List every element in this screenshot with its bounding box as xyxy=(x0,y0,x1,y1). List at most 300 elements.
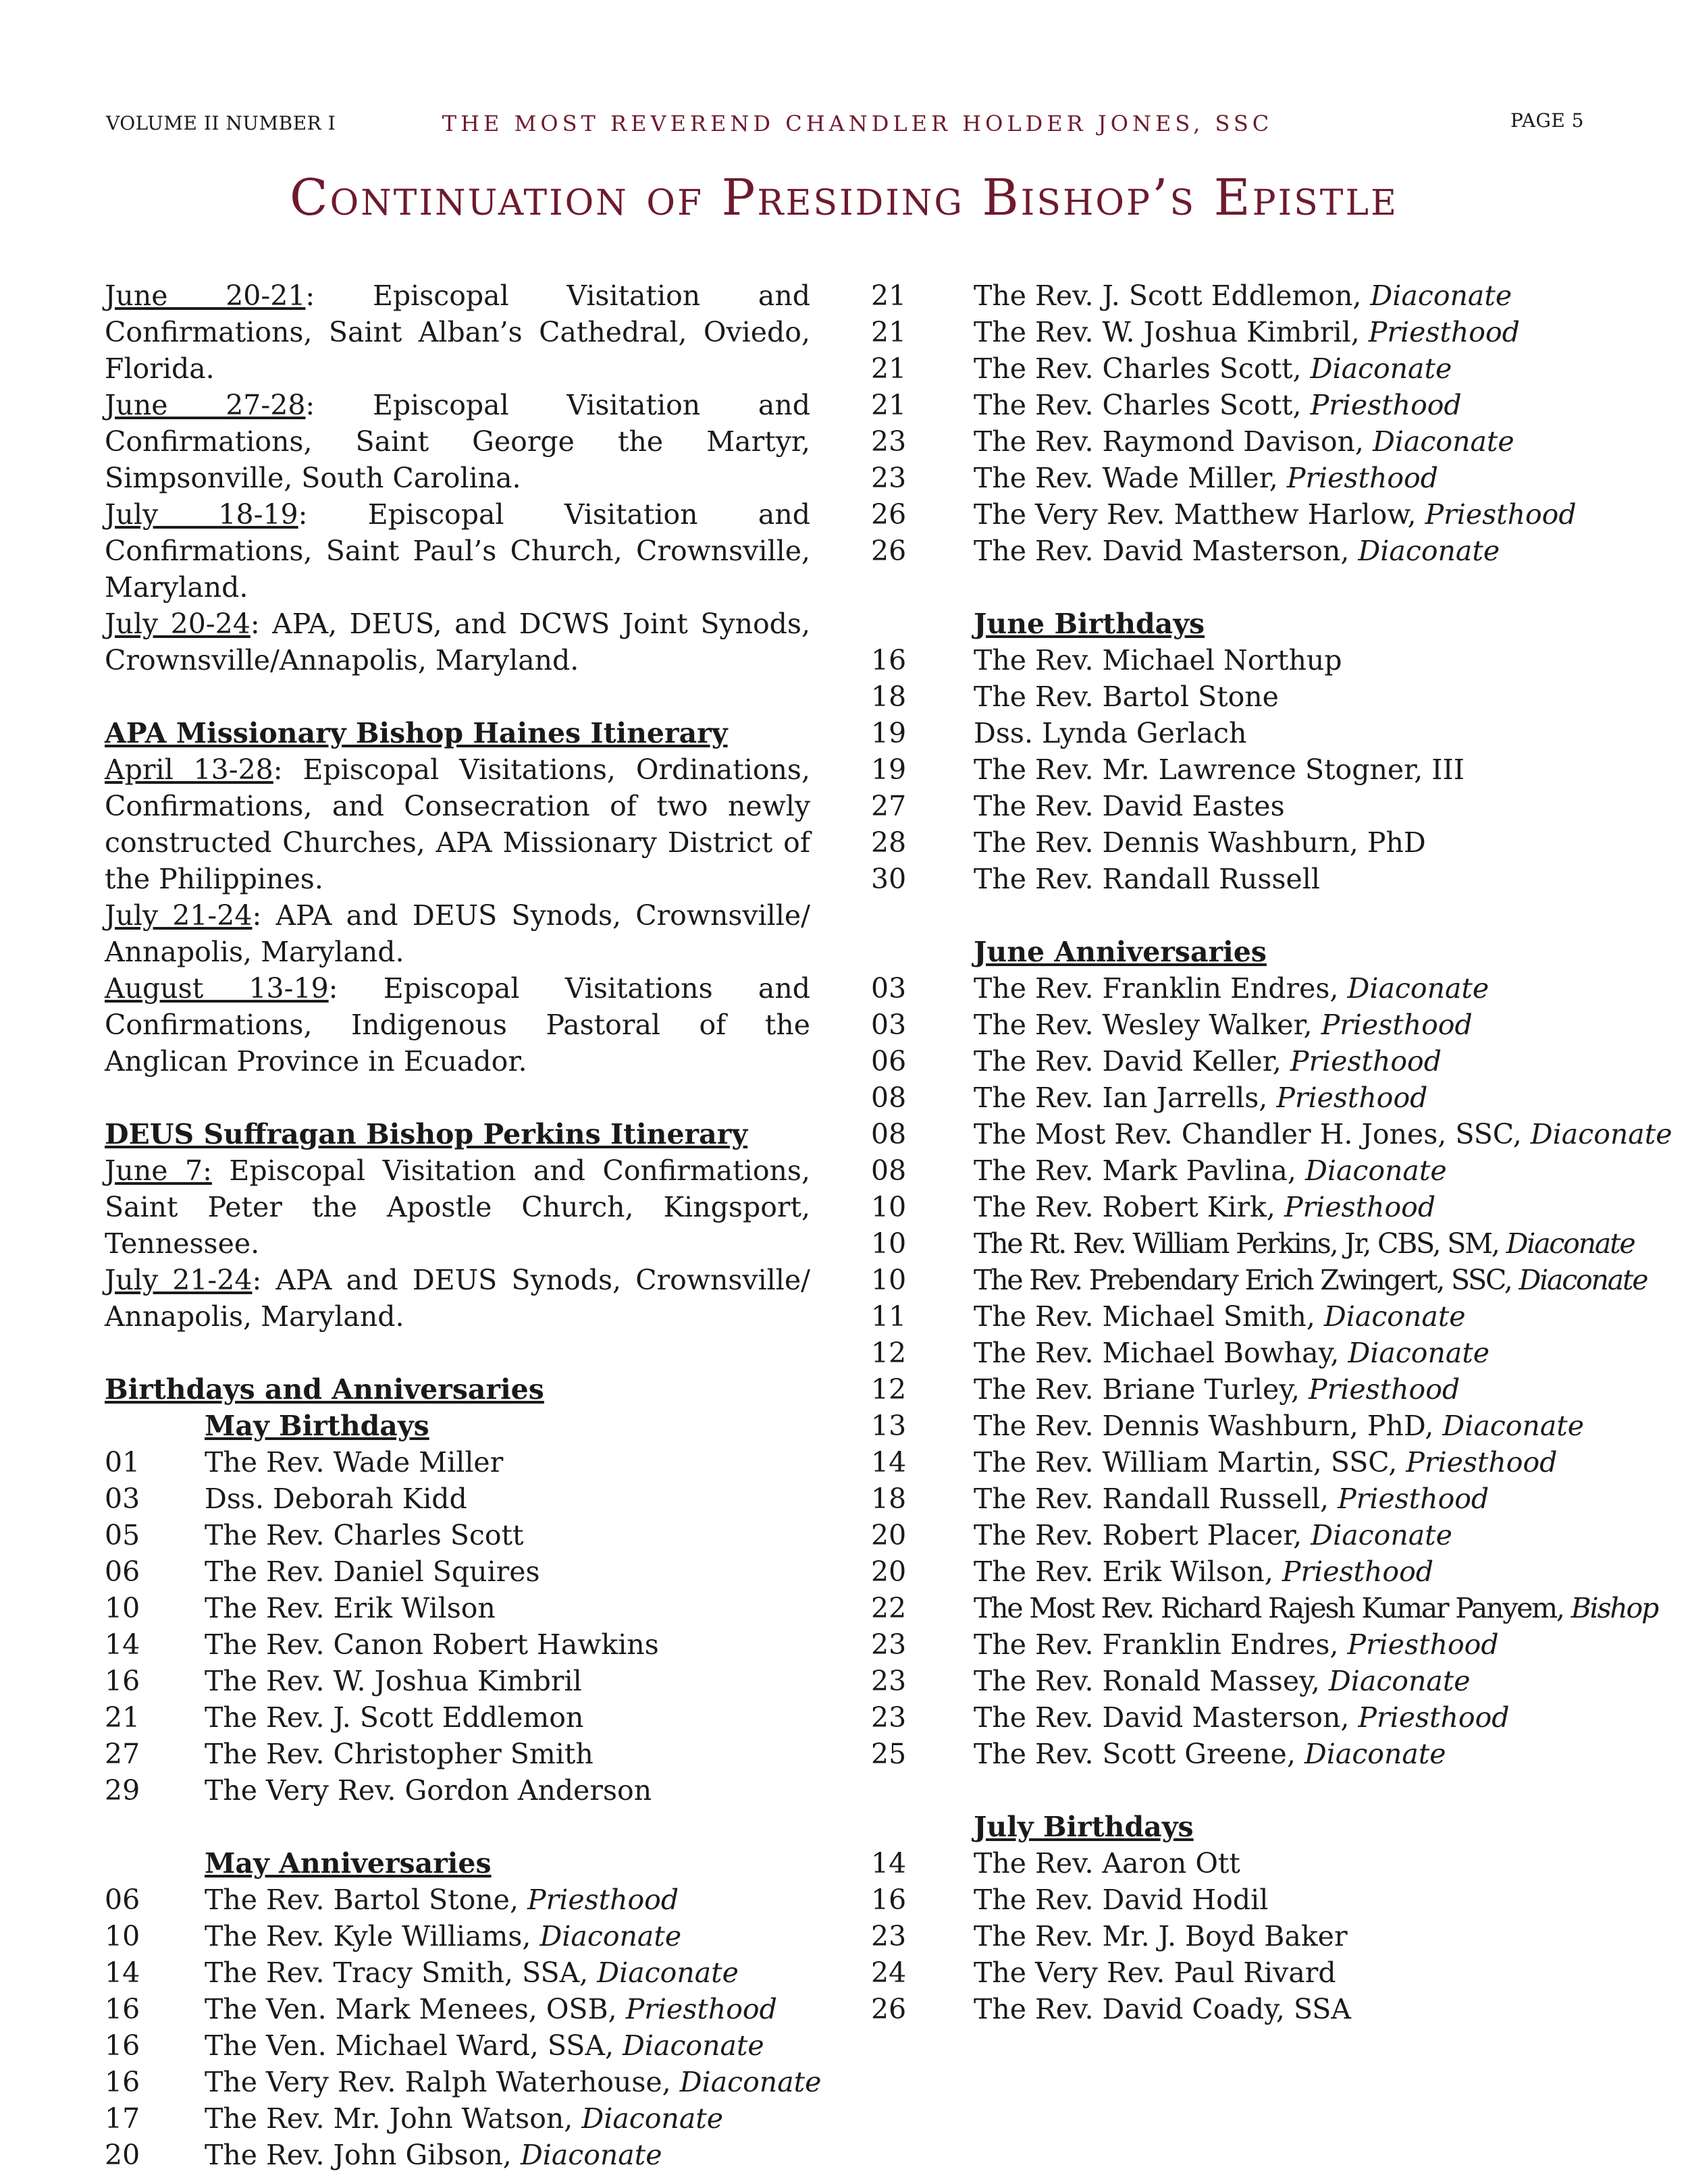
list-item xyxy=(105,2027,810,2064)
item-name xyxy=(205,1517,524,1553)
ordination-type: Diaconate xyxy=(520,2139,662,2171)
person-name: The Rev. Mr. John Watson, xyxy=(205,2102,582,2135)
jones-itinerary xyxy=(105,277,810,678)
entry-date: June 20-21 xyxy=(105,279,306,312)
list-item xyxy=(871,1918,1654,1954)
july-birthdays-list xyxy=(871,1845,1654,2027)
item-day: 23 xyxy=(871,1665,907,1697)
item-name xyxy=(974,751,1465,788)
item-day: 22 xyxy=(871,1592,907,1624)
item-name xyxy=(974,496,1577,533)
ordination-type: Priesthood xyxy=(1338,1483,1489,1515)
may-anniversaries-list xyxy=(105,1882,822,2173)
person-name: The Rev. Charles Scott xyxy=(205,1519,524,1551)
person-name: The Rev. Scott Greene, xyxy=(974,1738,1304,1770)
person-name: The Rev. Franklin Endres, xyxy=(974,1628,1348,1661)
item-day: 19 xyxy=(871,753,907,786)
list-item xyxy=(871,533,1654,569)
item-name xyxy=(974,1116,1672,1152)
item-day: 23 xyxy=(871,1701,907,1734)
list-item xyxy=(871,1845,1654,1882)
item-day: 28 xyxy=(871,826,907,859)
item-name xyxy=(205,1772,652,1809)
item-day: 23 xyxy=(871,1628,907,1661)
item-name xyxy=(205,1590,496,1626)
list-item xyxy=(105,1991,810,2027)
item-day: 17 xyxy=(105,2102,140,2135)
item-day: 26 xyxy=(871,1993,907,2025)
list-item xyxy=(105,1772,810,1809)
item-day: 25 xyxy=(871,1738,907,1770)
item-name xyxy=(205,1954,739,1991)
list-item xyxy=(871,1882,1654,1918)
perkins-itinerary-heading: DEUS Suffragan Bishop Perkins Itinerary xyxy=(105,1118,748,1150)
ordination-type: Priesthood xyxy=(625,1993,777,2025)
person-name: The Rev. Prebendary Erich Zwingert, SSC, xyxy=(974,1264,1519,1296)
ordination-type: Priesthood xyxy=(1286,462,1438,494)
item-day: 08 xyxy=(871,1118,907,1150)
list-item xyxy=(105,1481,810,1517)
item-day: 03 xyxy=(871,972,907,1005)
person-name: The Very Rev. Matthew Harlow, xyxy=(974,498,1425,531)
item-day: 26 xyxy=(871,498,907,531)
ordination-type: Priesthood xyxy=(1309,1373,1460,1406)
person-name: The Most Rev. Chandler H. Jones, SSC, xyxy=(974,1118,1531,1150)
list-item xyxy=(105,1663,810,1699)
may-anniversaries-heading: May Anniversaries xyxy=(205,1847,492,1880)
item-name xyxy=(974,1991,1351,2027)
list-item xyxy=(871,861,1654,897)
item-name xyxy=(974,1225,1634,1262)
person-name: The Ven. Michael Ward, SSA, xyxy=(205,2029,623,2062)
item-name xyxy=(974,678,1279,715)
list-item xyxy=(871,1371,1654,1408)
entry-date: June 7: xyxy=(105,1154,212,1187)
list-item xyxy=(871,1991,1654,2027)
item-name xyxy=(974,1335,1489,1371)
item-day: 16 xyxy=(105,2066,140,2098)
item-name xyxy=(974,533,1500,569)
person-name: The Most Rev. Richard Rajesh Kumar Panyem, xyxy=(974,1592,1571,1624)
item-name xyxy=(974,1882,1268,1918)
perkins-itinerary xyxy=(105,1152,810,1335)
person-name: The Rev. David Eastes xyxy=(974,790,1285,822)
may-anniversaries-continued xyxy=(871,277,1654,569)
item-day: 20 xyxy=(871,1555,907,1588)
entry-date: April 13-28 xyxy=(105,753,273,786)
person-name: The Rev. W. Joshua Kimbril, xyxy=(974,316,1369,348)
june-birthdays-heading: June Birthdays xyxy=(974,608,1205,640)
item-day: 10 xyxy=(105,1920,140,1952)
item-day: 23 xyxy=(871,425,907,458)
list-item xyxy=(871,1444,1654,1481)
person-name: The Rev. Raymond Davison, xyxy=(974,425,1373,458)
item-name xyxy=(974,460,1438,496)
person-name: The Rev. David Masterson, xyxy=(974,1701,1359,1734)
ordination-type: Diaconate xyxy=(581,2102,724,2135)
item-day: 13 xyxy=(871,1410,907,1442)
person-name: The Rev. J. Scott Eddlemon, xyxy=(974,279,1371,312)
item-day: 20 xyxy=(105,2139,140,2171)
item-day: 08 xyxy=(871,1082,907,1114)
person-name: The Rev. Erik Wilson, xyxy=(974,1555,1282,1588)
right-column xyxy=(871,277,1672,2027)
list-item xyxy=(871,1225,1654,1262)
item-day: 20 xyxy=(871,1519,907,1551)
item-name xyxy=(974,642,1342,678)
item-day: 21 xyxy=(105,1701,140,1734)
item-day: 16 xyxy=(105,1993,140,2025)
volume-label: VOLUME II NUMBER I xyxy=(106,112,336,134)
entry-text: : Episcopal Visitations, Ordinations, Confirmations, and Consecration of two newly constructed Churches, APA Missionary District of the Philippines. xyxy=(105,753,810,895)
list-item xyxy=(871,1043,1654,1080)
list-item xyxy=(871,314,1654,350)
list-item xyxy=(105,1590,810,1626)
person-name: The Rev. Robert Kirk, xyxy=(974,1191,1284,1223)
item-name xyxy=(205,1444,503,1481)
person-name: The Rev. Tracy Smith, SSA, xyxy=(205,1956,598,1989)
itinerary-entry xyxy=(105,897,810,970)
item-name xyxy=(974,1189,1435,1225)
june-anniversaries-heading: June Anniversaries xyxy=(974,936,1267,968)
item-name xyxy=(974,1626,1499,1663)
item-day: 03 xyxy=(105,1483,140,1515)
list-item xyxy=(871,678,1654,715)
list-item xyxy=(871,1298,1654,1335)
list-item xyxy=(871,1736,1654,1772)
entry-text: Episcopal Visitation and Confirmations, Saint Peter the Apostle Church, Kingsport, Tennessee. xyxy=(105,1154,810,1260)
item-day: 16 xyxy=(871,644,907,676)
item-day: 14 xyxy=(105,1628,140,1661)
item-day: 16 xyxy=(871,1884,907,1916)
list-item xyxy=(871,824,1654,861)
may-birthdays-list xyxy=(105,1444,810,1809)
itinerary-entry xyxy=(105,751,810,897)
itinerary-entry xyxy=(105,606,810,678)
item-day: 10 xyxy=(871,1191,907,1223)
person-name: The Ven. Mark Menees, OSB, xyxy=(205,1993,626,2025)
ordination-type: Diaconate xyxy=(597,1956,739,1989)
item-day: 16 xyxy=(105,1665,140,1697)
item-name xyxy=(205,2064,821,2100)
person-name: The Rev. Charles Scott, xyxy=(974,389,1311,421)
ordination-type: Diaconate xyxy=(1442,1410,1585,1442)
person-name: The Very Rev. Ralph Waterhouse, xyxy=(205,2066,680,2098)
haines-itinerary-heading: APA Missionary Bishop Haines Itinerary xyxy=(105,717,728,749)
entry-text: : Episcopal Visitation and Confirmations, Saint George the Martyr, Simpsonville, South Carolina. xyxy=(105,389,810,494)
person-name: The Rt. Rev. William Perkins, Jr, CBS, SM, xyxy=(974,1227,1506,1260)
item-day: 10 xyxy=(871,1264,907,1296)
running-header: THE MOST REVEREND CHANDLER HOLDER JONES, SSC xyxy=(442,111,1273,136)
person-name: The Rev. Kyle Williams, xyxy=(205,1920,540,1952)
item-day: 14 xyxy=(871,1847,907,1880)
list-item xyxy=(871,1262,1654,1298)
item-name xyxy=(974,788,1285,824)
person-name: The Rev. Michael Bowhay, xyxy=(974,1337,1348,1369)
ordination-type: Diaconate xyxy=(1304,1738,1446,1770)
item-name xyxy=(974,1663,1471,1699)
item-day: 14 xyxy=(871,1446,907,1479)
person-name: The Rev. David Hodil xyxy=(974,1884,1269,1916)
entry-date: July 21-24 xyxy=(105,899,253,932)
ordination-type: Priesthood xyxy=(1276,1082,1428,1114)
item-name xyxy=(974,1371,1460,1408)
itinerary-entry xyxy=(105,1262,810,1335)
item-name xyxy=(974,350,1452,387)
list-item xyxy=(871,1007,1654,1043)
person-name: The Rev. Bartol Stone, xyxy=(205,1884,528,1916)
person-name: The Rev. Charles Scott, xyxy=(974,352,1311,385)
person-name: The Rev. Ronald Massey, xyxy=(974,1665,1329,1697)
person-name: The Rev. Dennis Washburn, PhD, xyxy=(974,1410,1443,1442)
list-item xyxy=(871,642,1654,678)
item-name xyxy=(974,1736,1446,1772)
item-name xyxy=(205,2027,764,2064)
item-name xyxy=(974,1298,1466,1335)
entry-date: July 18-19 xyxy=(105,498,298,531)
list-item xyxy=(105,1626,810,1663)
itinerary-entry xyxy=(105,387,810,496)
list-item xyxy=(871,1663,1654,1699)
person-name: The Rev. Franklin Endres, xyxy=(974,972,1348,1005)
ordination-type: Priesthood xyxy=(1284,1191,1436,1223)
item-name xyxy=(205,1882,679,1918)
list-item xyxy=(871,1116,1672,1152)
person-name: The Very Rev. Paul Rivard xyxy=(974,1956,1336,1989)
item-name xyxy=(974,1517,1452,1553)
list-item xyxy=(871,460,1654,496)
list-item xyxy=(105,1517,810,1553)
item-name xyxy=(205,2100,723,2137)
item-day: 06 xyxy=(105,1555,140,1588)
list-item xyxy=(871,751,1654,788)
person-name: The Rev. Erik Wilson xyxy=(205,1592,496,1624)
item-day: 21 xyxy=(871,352,907,385)
item-name xyxy=(974,1918,1348,1954)
page-title: Continuation of Presiding Bishop’s Epistle xyxy=(290,169,1398,227)
item-name xyxy=(974,277,1512,314)
entry-date: August 13-19 xyxy=(105,972,329,1005)
entry-date: July 20-24 xyxy=(105,608,250,640)
person-name: The Rev. Ian Jarrells, xyxy=(974,1082,1277,1114)
item-day: 26 xyxy=(871,535,907,567)
item-day: 16 xyxy=(105,2029,140,2062)
list-item xyxy=(871,970,1654,1007)
item-day: 30 xyxy=(871,863,907,895)
itinerary-entry xyxy=(105,1152,810,1262)
ordination-type: Diaconate xyxy=(1347,972,1489,1005)
list-item xyxy=(871,715,1654,751)
item-day: 10 xyxy=(871,1227,907,1260)
item-day: 24 xyxy=(871,1956,907,1989)
july-birthdays-heading: July Birthdays xyxy=(974,1811,1194,1843)
itinerary-entry xyxy=(105,277,810,387)
item-name xyxy=(205,1481,467,1517)
june-birthdays-list xyxy=(871,642,1654,897)
person-name: The Rev. Briane Turley, xyxy=(974,1373,1309,1406)
item-name xyxy=(974,387,1462,423)
item-day: 06 xyxy=(105,1884,140,1916)
item-name xyxy=(974,1553,1433,1590)
person-name: The Rev. John Gibson, xyxy=(205,2139,521,2171)
list-item xyxy=(871,1152,1654,1189)
item-name xyxy=(974,1954,1336,1991)
person-name: The Rev. David Masterson, xyxy=(974,535,1359,567)
item-name xyxy=(205,1699,583,1736)
item-name xyxy=(974,1444,1557,1481)
person-name: The Rev. Daniel Squires xyxy=(205,1555,540,1588)
ordination-type: Priesthood xyxy=(1321,1009,1473,1041)
list-item xyxy=(105,2137,810,2173)
ordination-type: Priesthood xyxy=(527,1884,679,1916)
item-name xyxy=(205,1553,540,1590)
entry-text: : APA and DEUS Synods, Crownsville/ Annapolis, Maryland. xyxy=(105,899,810,968)
item-day: 12 xyxy=(871,1373,907,1406)
ordination-type: Priesthood xyxy=(1310,389,1462,421)
item-day: 06 xyxy=(871,1045,907,1077)
list-item xyxy=(871,1335,1654,1371)
ordination-type: Priesthood xyxy=(1425,498,1577,531)
item-name xyxy=(974,1590,1658,1626)
list-item xyxy=(871,1553,1654,1590)
person-name: The Rev. Michael Northup xyxy=(974,644,1342,676)
item-day: 03 xyxy=(871,1009,907,1041)
person-name: The Rev. Canon Robert Hawkins xyxy=(205,1628,659,1661)
list-item xyxy=(105,2100,810,2137)
person-name: The Very Rev. Gordon Anderson xyxy=(205,1774,652,1807)
list-item xyxy=(871,496,1654,533)
list-item xyxy=(871,1590,1658,1626)
item-name xyxy=(974,824,1426,861)
entry-date: July 21-24 xyxy=(105,1264,253,1296)
list-item xyxy=(105,1553,810,1590)
ordination-type: Priesthood xyxy=(1406,1446,1558,1479)
ordination-type: Diaconate xyxy=(1348,1337,1490,1369)
june-anniversaries-list xyxy=(871,970,1672,1772)
item-name xyxy=(974,1699,1510,1736)
ordination-type: Bishop xyxy=(1571,1592,1658,1624)
person-name: The Rev. Dennis Washburn, PhD xyxy=(974,826,1426,859)
item-name xyxy=(974,1481,1489,1517)
person-name: The Rev. Robert Placer, xyxy=(974,1519,1311,1551)
item-day: 11 xyxy=(871,1300,907,1333)
person-name: Dss. Lynda Gerlach xyxy=(974,717,1247,749)
person-name: The Rev. Randall Russell xyxy=(974,863,1321,895)
list-item xyxy=(105,1699,810,1736)
item-name xyxy=(205,1736,594,1772)
ordination-type: Diaconate xyxy=(539,1920,682,1952)
entry-text: : APA, DEUS, and DCWS Joint Synods, Crownsville/Annapolis, Maryland. xyxy=(105,608,810,676)
person-name: The Rev. Wade Miller xyxy=(205,1446,504,1479)
ordination-type: Diaconate xyxy=(1328,1665,1471,1697)
item-day: 12 xyxy=(871,1337,907,1369)
list-item xyxy=(871,1626,1654,1663)
list-item xyxy=(871,1189,1654,1225)
person-name: The Rev. Christopher Smith xyxy=(205,1738,594,1770)
ordination-type: Diaconate xyxy=(679,2066,822,2098)
item-name xyxy=(205,1626,659,1663)
person-name: The Rev. J. Scott Eddlemon xyxy=(205,1701,584,1734)
person-name: The Rev. Aaron Ott xyxy=(974,1847,1240,1880)
haines-itinerary xyxy=(105,751,810,1080)
person-name: The Rev. Michael Smith, xyxy=(974,1300,1324,1333)
item-name xyxy=(974,1152,1447,1189)
item-name xyxy=(205,1918,681,1954)
list-item xyxy=(105,1882,810,1918)
item-day: 23 xyxy=(871,1920,907,1952)
itinerary-entry xyxy=(105,970,810,1080)
ordination-type: Diaconate xyxy=(1304,1154,1447,1187)
list-item xyxy=(871,350,1654,387)
ordination-type: Diaconate xyxy=(1530,1118,1672,1150)
item-name xyxy=(974,314,1520,350)
itinerary-entry xyxy=(105,496,810,606)
item-day: 01 xyxy=(105,1446,140,1479)
list-item xyxy=(105,1918,810,1954)
ordination-type: Diaconate xyxy=(1519,1264,1647,1296)
may-birthdays-heading: May Birthdays xyxy=(205,1410,429,1442)
item-name xyxy=(205,1991,777,2027)
item-day: 05 xyxy=(105,1519,140,1551)
left-column xyxy=(105,277,822,2173)
person-name: The Rev. Wesley Walker, xyxy=(974,1009,1321,1041)
list-item xyxy=(871,1954,1654,1991)
ordination-type: Diaconate xyxy=(1373,425,1514,458)
list-item xyxy=(871,423,1654,460)
ordination-type: Priesthood xyxy=(1358,1701,1510,1734)
list-item xyxy=(871,1517,1654,1553)
person-name: The Rev. Mark Pavlina, xyxy=(974,1154,1305,1187)
ordination-type: Priesthood xyxy=(1368,316,1520,348)
entry-date: June 27-28 xyxy=(105,389,306,421)
item-name xyxy=(974,970,1489,1007)
item-day: 29 xyxy=(105,1774,140,1807)
person-name: The Rev. David Coady, SSA xyxy=(974,1993,1352,2025)
list-item xyxy=(871,788,1654,824)
person-name: The Rev. David Keller, xyxy=(974,1045,1290,1077)
item-name xyxy=(974,1043,1442,1080)
item-name xyxy=(974,1007,1473,1043)
item-day: 10 xyxy=(105,1592,140,1624)
entry-text: : Episcopal Visitation and Confirmations, Saint Alban’s Cathedral, Oviedo, Florida. xyxy=(105,279,810,385)
item-day: 21 xyxy=(871,316,907,348)
item-day: 27 xyxy=(105,1738,140,1770)
list-item xyxy=(105,1954,810,1991)
person-name: The Rev. Wade Miller, xyxy=(974,462,1287,494)
person-name: The Rev. Bartol Stone xyxy=(974,681,1279,713)
item-day: 23 xyxy=(871,462,907,494)
item-name xyxy=(205,2137,662,2173)
item-name xyxy=(205,1663,582,1699)
ordination-type: Priesthood xyxy=(1282,1555,1434,1588)
person-name: The Rev. William Martin, SSC, xyxy=(974,1446,1406,1479)
entry-text: : Episcopal Visitations and Confirmations, Indigenous Pastoral of the Anglican Province in Ecuador. xyxy=(105,972,810,1077)
item-day: 14 xyxy=(105,1956,140,1989)
person-name: Dss. Deborah Kidd xyxy=(205,1483,467,1515)
list-item xyxy=(871,1481,1654,1517)
item-day: 19 xyxy=(871,717,907,749)
item-day: 18 xyxy=(871,1483,907,1515)
ordination-type: Diaconate xyxy=(1310,352,1452,385)
item-name xyxy=(974,423,1514,460)
item-day: 21 xyxy=(871,279,907,312)
person-name: The Rev. Randall Russell, xyxy=(974,1483,1338,1515)
ordination-type: Diaconate xyxy=(1323,1300,1466,1333)
ordination-type: Diaconate xyxy=(1506,1227,1635,1260)
entry-text: : APA and DEUS Synods, Crownsville/ Annapolis, Maryland. xyxy=(105,1264,810,1333)
list-item xyxy=(871,387,1654,423)
ordination-type: Diaconate xyxy=(1358,535,1500,567)
